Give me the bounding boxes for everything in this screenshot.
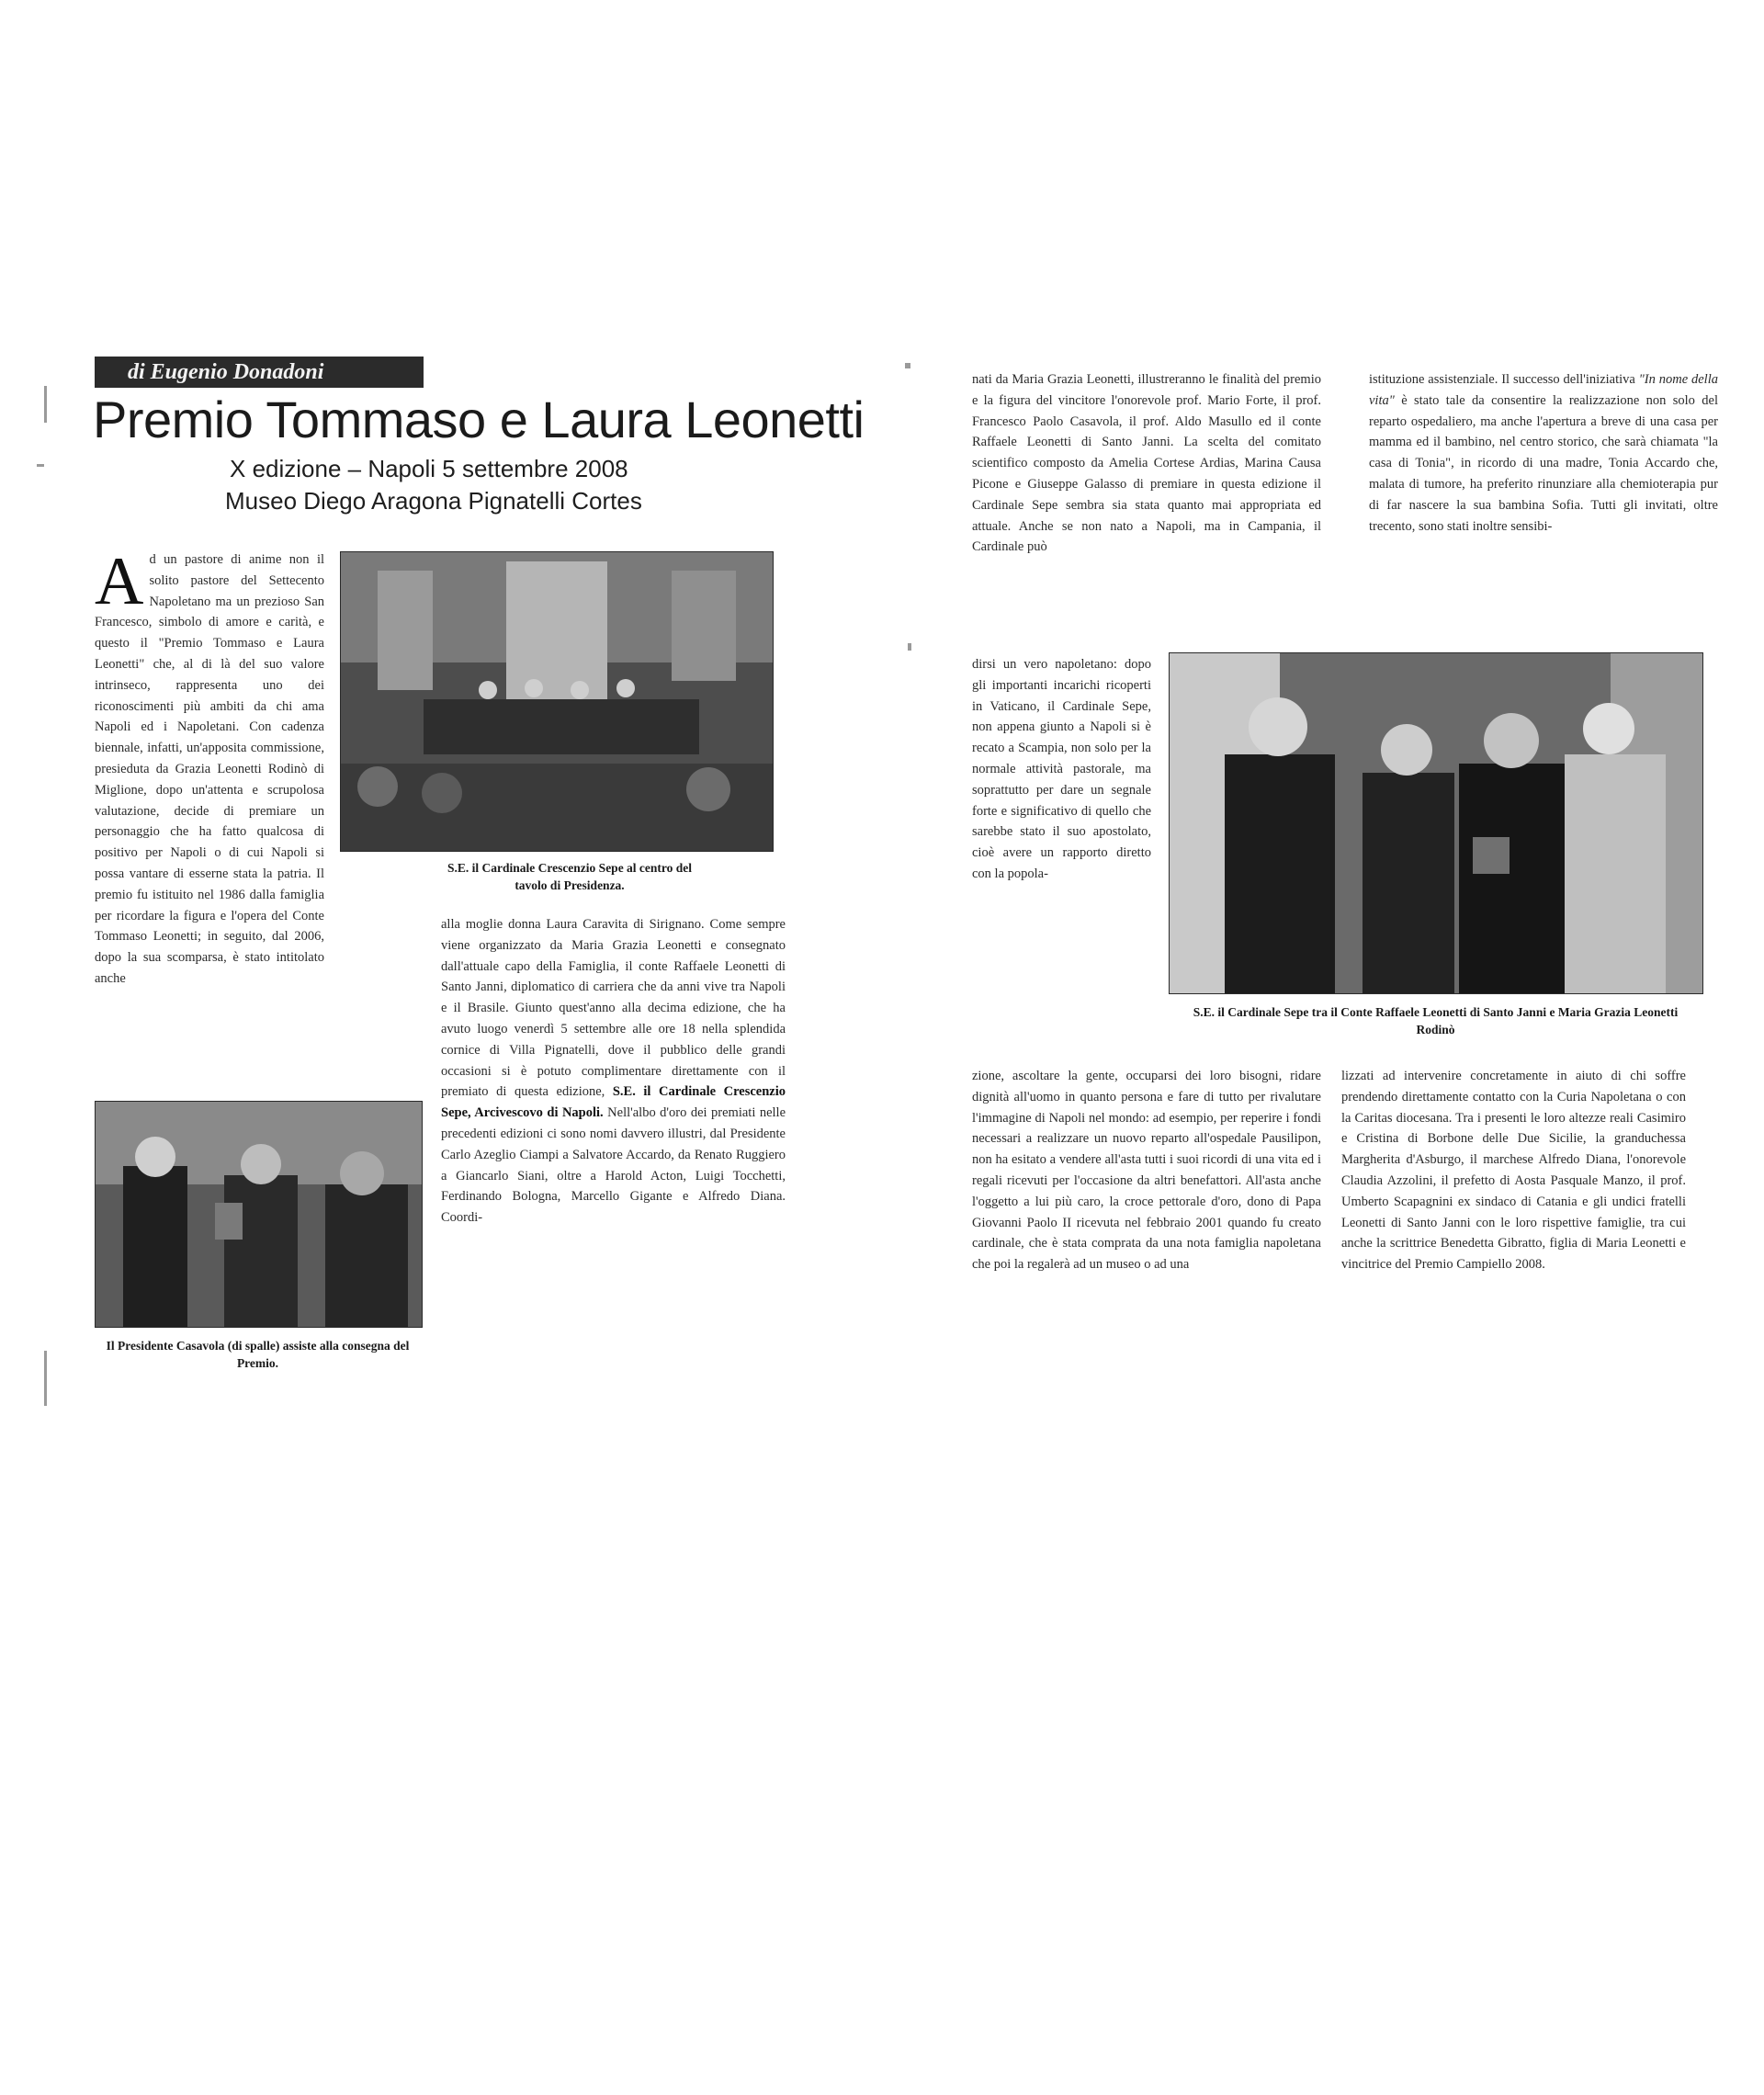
- caption-photo-2: Il Presidente Casavola (di spalle) assiste alla consegna del Premio.: [106, 1339, 410, 1370]
- column-4-text-b: è stato tale da consentire la realizzazione non solo del reparto ospedaliero, ma anche l'apertura a breve di una casa per mamma ed il bambino, nel centro storico, che sarà chiamata "la casa di Tonia", in ricordo di una madre, Tonia Accardo che, malata di tumore, ha preferito rinunziare alla chemioterapia pur di far nascere la sua bambina Sofia. Tutti gli invitati, oltre trecento, sono stati inoltre sensibi-: [1369, 392, 1718, 534]
- caption-photo-1: S.E. il Cardinale Crescenzio Sepe al centro del tavolo di Presidenza.: [447, 861, 693, 892]
- article-title: Premio Tommaso e Laura Leonetti: [93, 391, 865, 448]
- caption-photo-3: S.E. il Cardinale Sepe tra il Conte Raffaele Leonetti di Santo Janni e Maria Grazia Leonetti Rodinò: [1193, 1005, 1679, 1036]
- photo-award-handover-image: [96, 1102, 422, 1327]
- photo-cardinal-with-leonetti-image: [1170, 653, 1702, 993]
- column-3-bottom: zione, ascoltare la gente, occuparsi dei loro bisogni, ridare dignità all'uomo in quanto persona e fare di tutto per rivalutare l'immagine di Napoli nel mondo: ad esempio, per reperire i fondi necessari a realizzare un nuovo reparto all'ospedale Pausilipon, non ha esitato a vendere all'asta tutti i suoi ricordi di una vita ed i regali ricevuti per l'occasione da altri benefattori. All'asta anche l'oggetto a lui più caro, la croce pettorale d'oro, dono di Papa Giovanni Paolo II ricevuta nel febbraio 2001 quando fu creato cardinale, che è stata comprata da una nota famiglia napoletana che poi la regalerà ad un museo o ad una: [972, 1069, 1321, 1273]
- column-1-text: d un pastore di anime non il solito pastore del Settecento Napoletano ma un prezioso San Francesco, simbolo di amore e carità, e questo il "Premio Tommaso e Laura Leonetti" che, al di là del suo valore intrinseco, rappresenta uno dei riconoscimenti più ambiti da chi ama Napoli ed i Napoletani. Con cadenza biennale, infatti, un'apposita commissione, presieduta da Grazia Leonetti Rodinò di Miglione, dopo un'attenta e scrupolosa valutazione, decide di premiare un personaggio che ha fatto qualcosa di positivo per Napoli o di cui Napoli si possa vantare di esserne stata la patria. Il premio fu istituito nel 1986 dalla famiglia per ricordare la figura e l'opera del Conte Tommaso Leonetti; in seguito, dal 2006, dopo la sua scomparsa, è stato intitolato anche: [95, 552, 324, 986]
- column-2-text-a: alla moglie donna Laura Caravita di Sirignano. Come sempre viene organizzato da Maria Grazia Leonetti e consegnato dall'attuale capo della Famiglia, il conte Raffaele Leonetti di Santo Janni, diplomatico di carriera che da anni vive tra Napoli e il Brasile. Giunto quest'anno alla decima edizione, che ha avuto luogo venerdì 5 settembre alle ore 18 nella splendida cornice di Villa Pignatelli, dove il pubblico delle grandi occasioni si è potuto complimentare direttamente con il premiato di questa edizione,: [441, 917, 786, 1100]
- column-1-continued: [95, 910, 421, 1098]
- scan-mark: [37, 464, 44, 467]
- column-4-text-a: istituzione assistenziale. Il successo dell'iniziativa: [1369, 372, 1635, 387]
- column-1-text-continued: [95, 912, 98, 927]
- author-byline: di Eugenio Donadoni: [95, 357, 424, 388]
- scan-mark: [44, 386, 47, 423]
- photo-award-handover: [95, 1101, 423, 1328]
- column-4-bottom: lizzati ad intervenire concretamente in aiuto di chi soffre prendendo direttamente contatto con la Curia Napoletana o con la Caritas diocesana. Tra i presenti le loro altezze reali Casimiro e Cristina di Borbone delle Due Sicilie, la granduchessa Margherita d'Asburgo, il marchese Alfredo Diana, l'onorevole Claudia Azzolini, il prefetto di Aosta Pasquale Manzo, il prof. Umberto Scapagnini ex sindaco di Catania e gli undici fratelli Leonetti di Santo Janni con le loro rispettive famiglie, tra cui anche la scrittrice Benedetta Gibratto, figlia di Maria Leonetti e vincitrice del Premio Campiello 2008.: [1341, 1069, 1686, 1273]
- scan-mark: [905, 363, 910, 368]
- article-subtitle-edition: X edizione – Napoli 5 settembre 2008: [230, 455, 628, 482]
- scan-mark: [44, 1351, 47, 1406]
- column-4-initiative-name: "In nome della vita": [1369, 372, 1718, 408]
- photo-presidency-table: [340, 551, 774, 852]
- column-2: [441, 914, 786, 1374]
- column-4-top: [1369, 369, 1718, 645]
- scan-mark: [908, 643, 911, 651]
- column-1-intro: [95, 544, 324, 986]
- photo-cardinal-with-leonetti: [1169, 652, 1703, 994]
- column-3-narrow: dirsi un vero napoletano: dopo gli importanti incarichi ricoperti in Vaticano, il Cardinale Sepe, non appena giunto a Napoli si è recato a Scampia, non solo per la normale attività pastorale, ma soprattutto per dare un segnale forte e significativo di quello che sarebbe stato il suo apostolato, cioè avere un rapporto diretto con la popola-: [972, 657, 1151, 881]
- column-2-highlight: S.E. il Cardinale Crescenzio Sepe, Arcivescovo di Napoli.: [441, 1084, 786, 1121]
- drop-cap: A: [95, 544, 144, 619]
- article-subtitle-venue: Museo Diego Aragona Pignatelli Cortes: [225, 487, 642, 515]
- photo-presidency-table-image: [341, 552, 773, 851]
- column-2-text-b: Nell'albo d'oro dei premiati nelle precedenti edizioni ci sono nomi davvero illustri, dal Presidente Carlo Azeglio Ciampi a Salvatore Accardo, da Renato Ruggiero a Giancarlo Siani, oltre a Harold Acton, Luigi Tocchetti, Ferdinando Bologna, Marcello Gigante e Alfredo Diana. Coordi-: [441, 1105, 786, 1226]
- column-3-top: nati da Maria Grazia Leonetti, illustreranno le finalità del premio e la figura del vincitore l'onorevole prof. Mario Forte, il prof. Francesco Paolo Casavola, il prof. Aldo Masullo ed il conte Raffaele Leonetti di Santo Janni. La scelta del comitato scientifico composto da Amelia Cortese Ardias, Marina Causa Picone e Giuseppe Galasso di premiare in questa edizione il Cardinale Sepe sembra sia stata quanto mai appropriata ed attuale. Anche se non nato a Napoli, ma in Campania, il Cardinale può: [972, 372, 1321, 555]
